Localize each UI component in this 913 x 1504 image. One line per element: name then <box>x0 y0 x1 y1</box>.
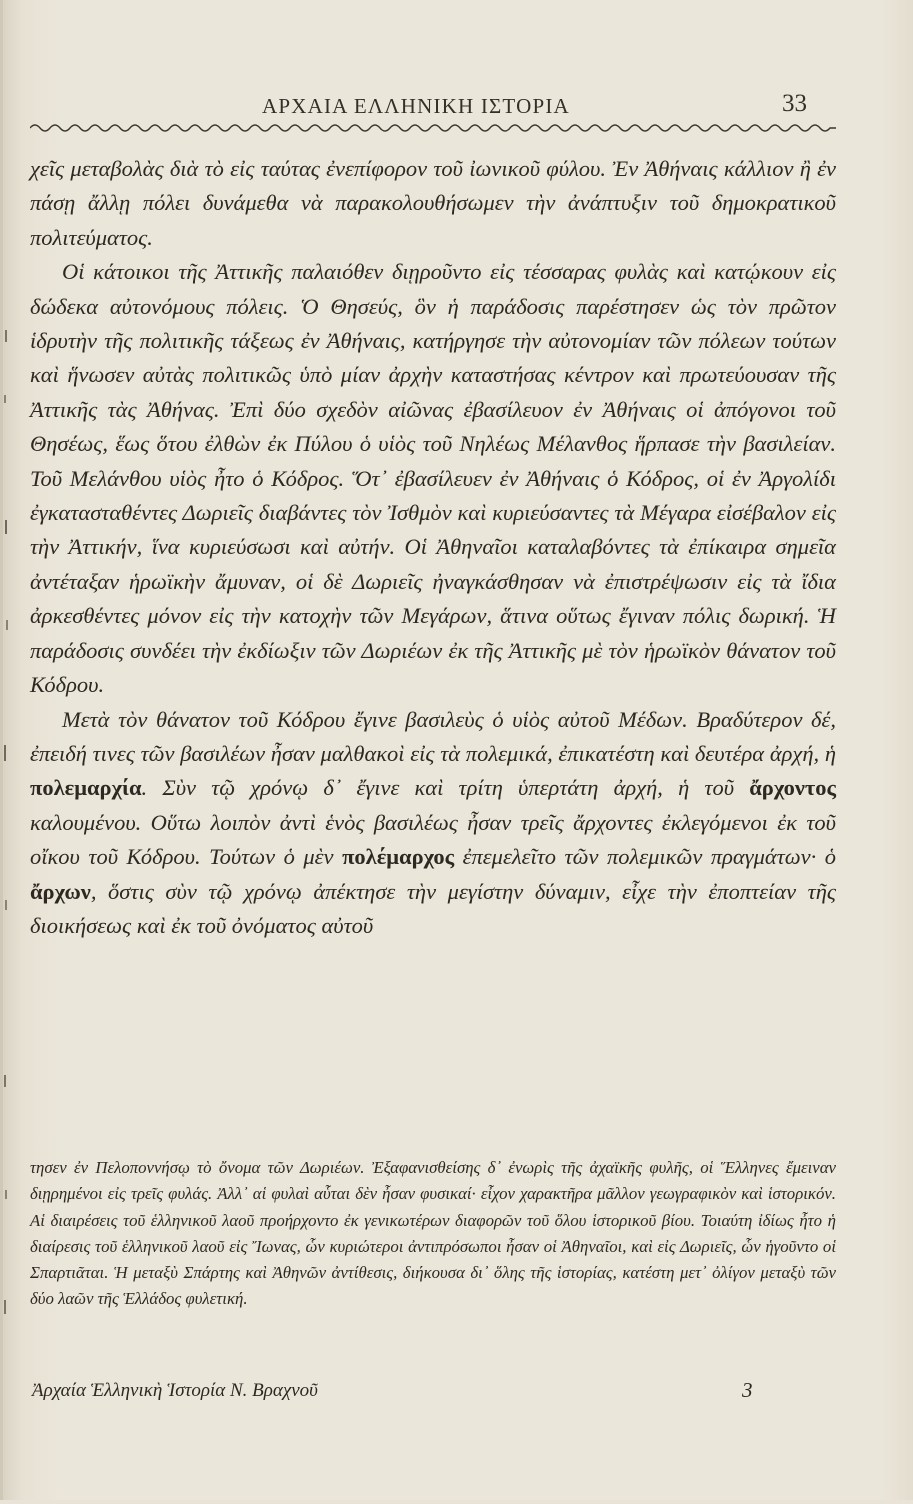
term-polemarchos: πολέμαρχος <box>342 844 455 870</box>
term-archon: ἄρχων <box>30 878 91 904</box>
paragraph-theseus-kodros: Οἱ κάτοικοι τῆς Ἀττικῆς παλαιόθεν διῃροῦντο εἰς τέσσαρας φυλὰς καὶ κατῴκουν εἰς δώδεκα αὐτονόμους πόλεις. Ὁ Θησεύς, ὃν ἡ παράδοσις παρέστησεν ὡς τὸν πρῶτον ἱδρυτὴν τῆς πολιτικῆς τάξεως ἐν Ἀθήναις, κατήργησε τὴν αὐτονομίαν τῶν πόλεων τούτων καὶ ἥνωσεν αὐτὰς πολιτικῶς ὑπὸ μίαν ἀρχὴν καταστήσας κέντρον καὶ πρωτεύουσαν τῆς Ἀττικῆς τὰς Ἀθήνας. Ἐπὶ δύο σχεδὸν αἰῶνας ἐβασίλευον ἐν Ἀθήναις οἱ ἀπόγονοι τοῦ Θησέως, ἕως ὅτου ἐλθὼν ἐκ Πύλου ὁ υἱὸς τοῦ Νηλέως Μέλανθος ἥρπασε τὴν βασιλείαν. Τοῦ Μελάνθου υἱὸς ἦτο ὁ Κόδρος. Ὅτ᾽ ἐβασίλευεν ἐν Ἀθήναις ὁ Κόδρος, οἱ ἐν Ἀργολίδι ἐγκατασταθέντες Δωριεῖς διαβάντες τὸν Ἰσθμὸν καὶ κυριεύσαντες τὰ Μέγαρα εἰσέβαλον εἰς τὴν Ἀττικήν, ἵνα κυριεύσωσι καὶ αὐτήν. Οἱ Ἀθηναῖοι καταλαβόντες τὰ ἐπίκαιρα σημεῖα ἀντέταξαν ἡρωϊκὴν ἄμυναν, οἱ δὲ Δωριεῖς ἠναγκάσθησαν νὰ ἐπιστρέψωσιν εἰς τὰ ἴδια ἀρκεσθέντες μόνον εἰς τὴν κατοχὴν τῶν Μεγάρων, ἅτινα οὕτως ἔγιναν πόλις δωρική. Ἡ παράδοσις συνδέει τὴν ἐκδίωξιν τῶν Δωριέων ἐκ τῆς Ἀττικῆς μὲ τὸν ἡρωϊκὸν θάνατον τοῦ Κόδρου. <box>30 259 836 698</box>
main-text <box>30 152 836 943</box>
header-rule-ornament <box>30 121 836 135</box>
running-header <box>0 90 913 124</box>
footnote-text: τησεν ἐν Πελοποννήσῳ τὸ ὄνομα τῶν Δωριέων. Ἐξαφανισθείσης δ᾽ ἐνωρὶς τῆς ἀχαϊκῆς φυλῆς, οἱ Ἕλληνες ἔμειναν διῃρημένοι εἰς τρεῖς φυλάς. Ἀλλ᾽ αἱ φυλαὶ αὗται δὲν ἦσαν φυσικαί· εἶχον χαρακτῆρα μᾶλλον γεωγραφικὸν καὶ ἱστορικόν. Αἱ διαιρέσεις τοῦ ἑλληνικοῦ λαοῦ προήρχοντο ἐκ γενικωτέρων διαφορῶν τοῦ ὅλου ἱστορικοῦ βίου. Τοιαύτη ἰδίως ἦτο ἡ διαίρεσις τοῦ ἑλληνικοῦ λαοῦ εἰς Ἴωνας, ὧν κυριώτεροι ἀντιπρόσωποι ἦσαν οἱ Ἀθηναῖοι, καὶ εἰς Δωριεῖς, ὧν ἡγοῦντο οἱ Σπαρτιᾶται. Ἡ μεταξὺ Σπάρτης καὶ Ἀθηνῶν ἀντίθεσις, διήκουσα δι᾽ ὅλης τῆς ἱστορίας, κατέστη μετ᾽ ὀλίγον μεταξὺ τῶν δύο λαῶν τῆς Ἑλλάδος φυλετική. <box>30 1158 836 1309</box>
page-number: 33 <box>782 90 807 117</box>
printer-signature-line <box>30 1380 836 1410</box>
binding-edge-marks <box>0 0 14 1500</box>
footnote-block <box>30 1155 836 1313</box>
text-run: καλουμένου. Οὕτω λοιπὸν ἀντὶ ἑνὸς βασιλέως ἦσαν τρεῖς ἄρχοντες ἐκλεγόμενοι ἐκ τοῦ οἴκου τοῦ Κόδρου. Τούτων ὁ μὲν <box>30 809 836 870</box>
running-title: ΑΡΧΑΙΑ ΕΛΛΗΝΙΚΗ ΙΣΤΟΡΙΑ <box>262 94 570 118</box>
signature-title: Ἀρχαία Ἑλληνικὴ Ἱστορία Ν. Βραχνοῦ <box>32 1380 318 1401</box>
paragraph-archons <box>30 703 836 944</box>
term-archontos: ἄρχοντος <box>749 775 836 801</box>
binding-edge <box>0 0 14 1500</box>
text-run: , ὅστις σὺν τῷ χρόνῳ ἀπέκτησε τὴν μεγίστην δύναμιν, εἶχε τὴν ἐποπτείαν τῆς διοικήσεως καὶ ἐκ τοῦ ὀνόματος αὐτοῦ <box>30 878 836 938</box>
signature-sheet-number: 3 <box>742 1378 753 1402</box>
text-run: . Σὺν τῷ χρόνῳ δ᾽ ἔγινε καὶ τρίτη ὑπερτάτη ἀρχή, ἡ τοῦ <box>141 775 750 801</box>
text-run: ἐπεμελεῖτο τῶν πολεμικῶν πραγμάτων· ὁ <box>454 844 836 870</box>
paragraph-continued: χεῖς μεταβολὰς διὰ τὸ εἰς ταύτας ἐνεπίφορον τοῦ ἰωνικοῦ φύλου. Ἐν Ἀθήναις κάλλιον ἢ ἐν πάσῃ ἄλλῃ πόλει δυνάμεθα νὰ παρακολουθήσωμεν τὴν ἀνάπτυξιν τοῦ δημοκρατικοῦ πολιτεύματος. <box>30 156 836 250</box>
text-run: Μετὰ τὸν θάνατον τοῦ Κόδρου ἔγινε βασιλεὺς ὁ υἱὸς αὐτοῦ Μέδων. Βραδύτερον δέ, ἐπειδή τινες τῶν βασιλέων ἦσαν μαλθακοὶ εἰς τὰ πολεμικά, ἐπικατέστη καὶ δευτέρα ἀρχή, ἡ <box>30 706 836 766</box>
term-polemarchia: πολεμαρχία <box>30 775 142 801</box>
